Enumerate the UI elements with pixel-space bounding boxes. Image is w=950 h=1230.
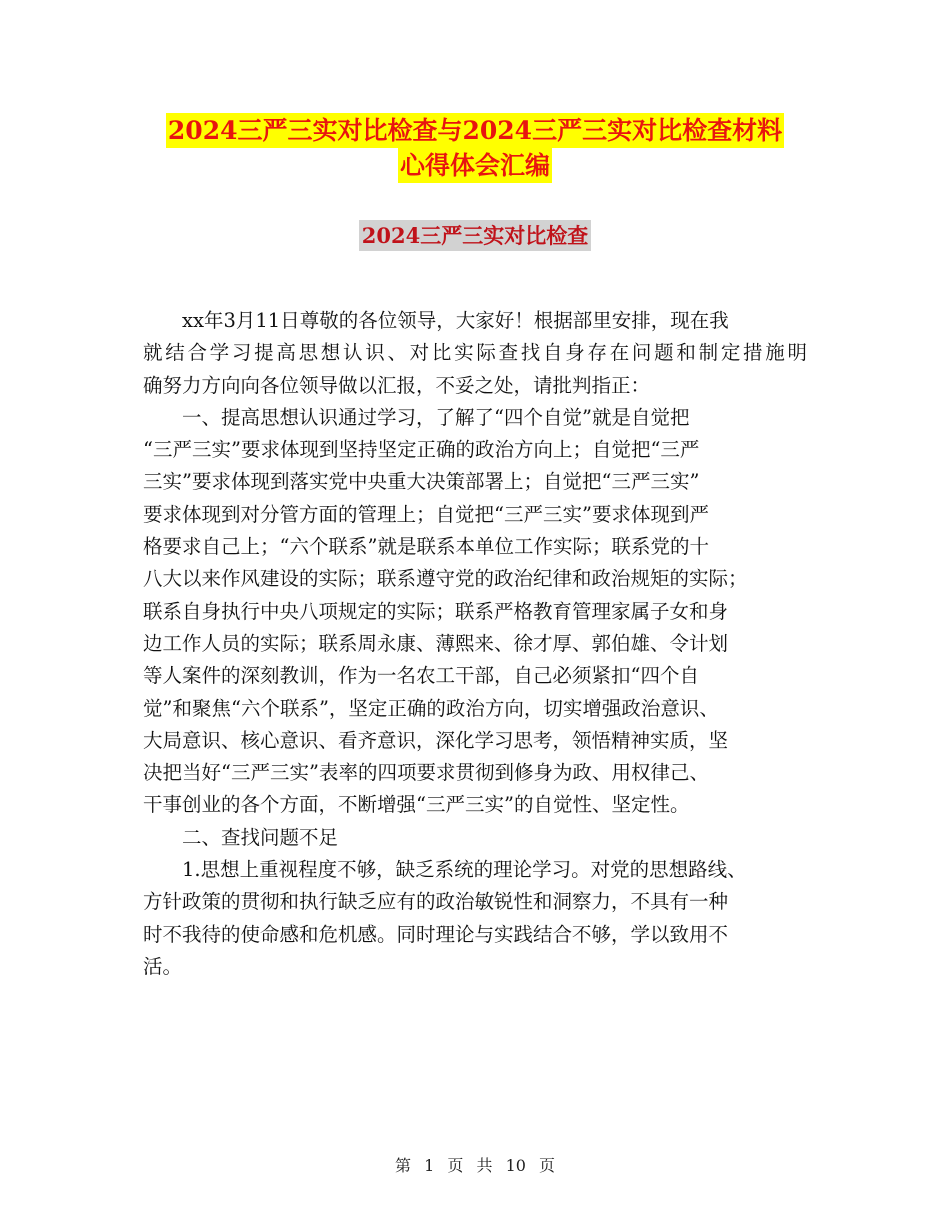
body-line: 要求体现到对分管方面的管理上；自觉把“三严三实”要求体现到严 [143,502,709,526]
current-page-number: 1 [424,1156,435,1175]
body-line: 大局意识、核心意识、看齐意识，深化学习思考，领悟精神实质，坚 [143,728,729,752]
footer-gong: 共 [476,1156,493,1175]
body-line: 格要求自己上；“六个联系”就是联系本单位工作实际；联系党的十 [143,535,709,559]
section-heading [0,220,950,251]
footer-di: 第 [394,1156,411,1175]
title-line-2: 心得体会汇编 [398,148,552,183]
document-body [143,305,807,983]
body-line: 1.思想上重视程度不够，缺乏系统的理论学习。对党的思想路线、 [182,858,747,882]
body-line: 时不我待的使命感和危机感。同时理论与实践结合不够，学以致用不 [143,922,729,946]
body-line: 边工作人员的实际；联系周永康、薄熙来、徐才厚、郭伯雄、令计划 [143,631,729,655]
body-line: 干事创业的各个方面，不断增强“三严三实”的自觉性、坚定性。 [143,793,690,817]
body-line: xx年3月11日尊敬的各位领导，大家好！根据部里安排，现在我 [182,309,729,332]
body-line: 一、提高思想认识通过学习，了解了“四个自觉”就是自觉把 [182,405,690,429]
body-line: 等人案件的深刻教训，作为一名农工干部，自己必须紧扣“四个自 [143,664,699,688]
body-line: 二、查找问题不足 [182,825,339,849]
page-footer [0,1153,950,1176]
total-page-count: 10 [505,1156,526,1175]
footer-ye-2: 页 [539,1156,556,1175]
body-line: 活。 [143,954,183,978]
body-line: “三严三实”要求体现到坚持坚定正确的政治方向上；自觉把“三严 [143,438,700,462]
body-line: 就结合学习提高思想认识、对比实际查找自身存在问题和制定措施明 [143,341,807,365]
title-line-1: 2024三严三实对比检查与2024三严三实对比检查材料 [166,113,784,148]
body-line: 确努力方向向各位领导做以汇报，不妥之处，请批判指正： [143,373,651,397]
body-line: 觉”和聚焦“六个联系”，坚定正确的政治方向，切实增强政治意识、 [143,696,719,720]
body-line: 三实”要求体现到落实党中央重大决策部署上；自觉把“三严三实” [143,470,700,494]
body-line: 方针政策的贯彻和执行缺乏应有的政治敏锐性和洞察力，不具有一种 [143,890,729,914]
section-heading-text: 2024三严三实对比检查 [359,220,591,251]
body-line: 决把当好“三严三实”表率的四项要求贯彻到修身为政、用权律己、 [143,761,709,785]
document-title [0,113,950,183]
body-line: 联系自身执行中央八项规定的实际；联系严格教育管理家属子女和身 [143,599,729,623]
footer-ye: 页 [447,1156,464,1175]
body-line: 八大以来作风建设的实际；联系遵守党的政治纪律和政治规矩的实际； [143,567,748,591]
